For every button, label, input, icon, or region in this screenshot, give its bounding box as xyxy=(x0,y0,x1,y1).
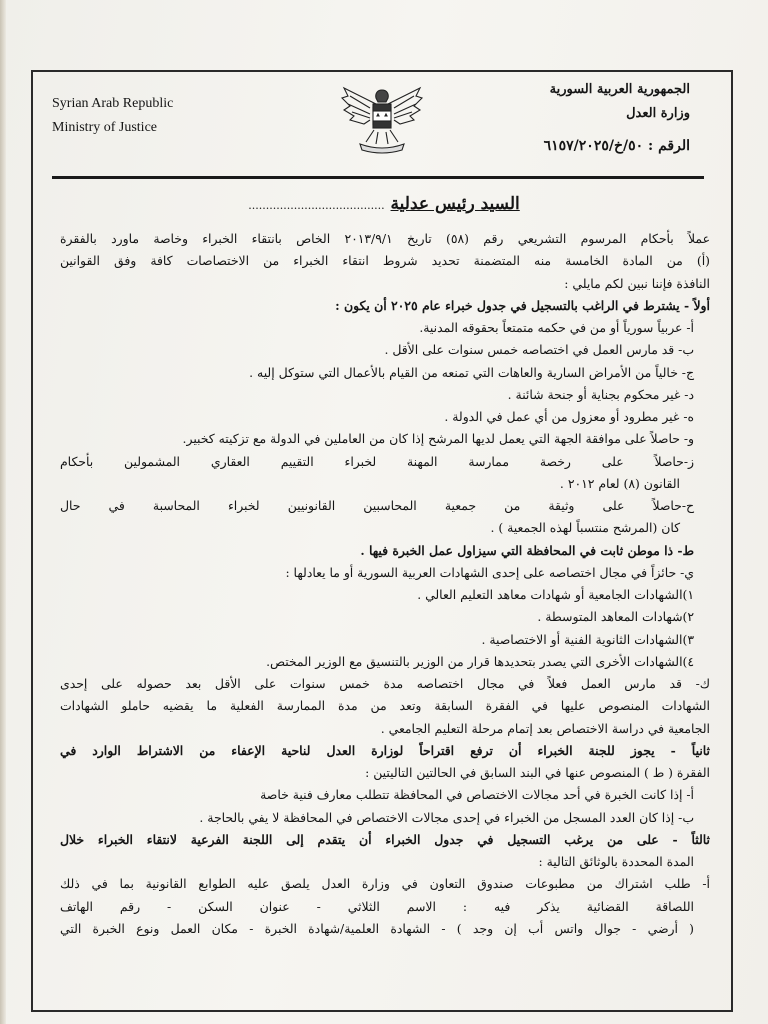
sub-list-item: ٤)الشهادات الأخرى التي يصدر بتحديدها قرار من الوزير بالتنسيق مع الوزير المختص. xyxy=(266,653,694,669)
list-item-continued: الجامعية في دراسة الاختصاص بعد إتمام مرحلة التعليم الجامعي . xyxy=(380,720,710,736)
ministry-name-en: Ministry of Justice xyxy=(52,120,157,135)
list-item-continued: كان (المرشح منتسباً لهذه الجمعية ) . xyxy=(490,520,680,536)
page-edge xyxy=(0,0,6,1024)
list-item: و- حاصلاً على موافقة الجهة التي يعمل لديها المرشح إذا كان من العاملين في الدولة مع تزكيته كخبير. xyxy=(182,431,694,447)
ministry-name-ar: وزارة العدل xyxy=(626,106,690,121)
country-name-ar: الجمهورية العربية السورية xyxy=(549,82,690,97)
list-item: ح-حاصلاً على وثيقة من جمعية المحاسبين القانونيين لخبراء المحاسبة في حال xyxy=(60,498,694,513)
list-item: ج- خالياً من الأمراض السارية والعاهات التي تمنعه من القيام بالأعمال التي ستوكل إليه . xyxy=(249,364,694,380)
list-item: ب- قد مارس العمل في اختصاصه خمس سنوات على الأقل . xyxy=(384,342,694,358)
sub-list-item: ٢)شهادات المعاهد المتوسطة . xyxy=(537,609,694,625)
list-item-continued: ( أرضي - جوال واتس أب إن وجد ) - الشهادة العلمية/شهادة الخبرة - مكان العمل ونوع الخبرة التي xyxy=(60,920,694,936)
list-item-continued: القانون (٨) لعام ٢٠١٢ . xyxy=(559,475,680,491)
title-text: السيد رئيس عدلية xyxy=(390,194,520,214)
list-item: ك- قد مارس العمل فعلاً في مجال اختصاصه مدة خمس سنوات على الأقل بعد حصوله على إحدى xyxy=(60,676,710,691)
list-item: ب- إذا كان العدد المسجل من الخبراء في إحدى مجالات الاختصاص في المحافظة لا يفي بالحاجة . xyxy=(199,809,694,825)
body-line: عملاً بأحكام المرسوم التشريعي رقم (٥٨) تاريخ ٢٠١٣/٩/١ الخاص بانتقاء الخبراء وخاصة ماورد بالفقرة xyxy=(60,231,710,246)
list-item: ز-حاصلاً على رخصة ممارسة المهنة لخبراء التقييم العقاري المشمولين بأحكام xyxy=(60,453,694,469)
section-heading: ثالثاً - على من يرغب التسجيل في جدول الخبراء أن يتقدم إلى اللجنة الفرعية لانتقاء الخبراء خلال xyxy=(60,831,710,847)
country-name-en: Syrian Arab Republic xyxy=(52,96,174,111)
body-line: النافذة فإننا نبين لكم مايلي : xyxy=(564,275,710,291)
list-item: أ- إذا كانت الخبرة في أحد مجالات الاختصاص في المحافظة تتطلب معارف فنية خاصة xyxy=(260,787,694,803)
body-line: الفقرة ( ط ) المنصوص عنها في البند السابق في الحالتين التاليتين : xyxy=(365,765,710,780)
body-line: المدة المحددة بالوثائق التالية : xyxy=(538,854,694,869)
title-dots: ....................................... xyxy=(248,199,385,212)
reference-number: الرقم : ٥٠/خ/٦١٥٧/٢٠٢٥ xyxy=(543,138,690,154)
sub-list-item: ١)الشهادات الجامعية أو شهادات معاهد التعليم العالي . xyxy=(417,587,694,602)
list-item: د- غير محكوم بجناية أو جنحة شائنة . xyxy=(507,386,694,402)
list-item-continued: اللصاقة القضائية يذكر فيه : الاسم الثلاثي - عنوان السكن - رقم الهاتف xyxy=(60,898,694,914)
section-heading: ثانياً - يجوز للجنة الخبراء أن ترفع اقتراحاً لوزارة العدل لناحية الإعفاء من الاشتراط الوارد في xyxy=(60,742,710,758)
list-item: ي- حائزاً في مجال اختصاصه على إحدى الشهادات العربية السورية أو ما يعادلها : xyxy=(285,564,694,580)
list-item: أ- عربياً سورياً أو من في حكمه متمتعاً بحقوقه المدنية. xyxy=(419,320,694,335)
list-item: ط- ذا موطن ثابت في المحافظة التي سيزاول عمل الخبرة فيها . xyxy=(360,542,694,558)
list-item: أ- طلب اشتراك من مطبوعات صندوق التعاون في وزارة العدل يلصق عليه الطوابع القانونية بما في ذلك xyxy=(60,876,710,892)
list-item: ه- غير مطرود أو معزول من أي عمل في الدولة . xyxy=(444,409,694,424)
syrian-eagle-emblem-icon xyxy=(340,80,424,158)
header-divider xyxy=(52,176,704,179)
sub-list-item: ٣)الشهادات الثانوية الفنية أو الاختصاصية . xyxy=(481,631,694,647)
list-item-continued: الشهادات المنصوص عليها في الفقرة السابقة وتعد من مدة الممارسة الفعلية ما يقضيه حاملو الشهادات xyxy=(60,698,710,714)
body-line: (أ) من المادة الخامسة منه المتضمنة تحديد شروط انتقاء الخبراء من الاختصاصات كافة وفق القوانين xyxy=(60,253,710,269)
arabic-letterhead xyxy=(550,78,690,126)
addressee-title xyxy=(0,194,768,214)
english-letterhead xyxy=(52,92,173,140)
section-heading: أولاً - يشترط في الراغب بالتسجيل في جدول خبراء عام ٢٠٢٥ أن يكون : xyxy=(335,297,710,313)
letter-body xyxy=(60,228,710,940)
